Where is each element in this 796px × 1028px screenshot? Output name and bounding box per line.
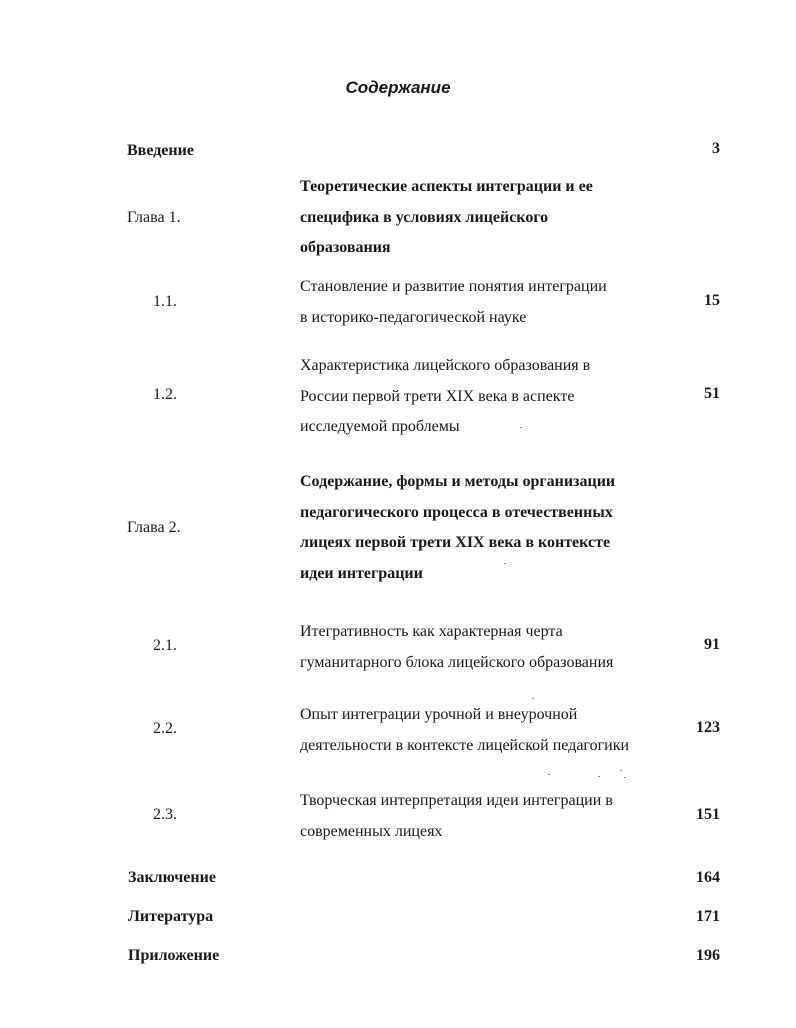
scan-speck (624, 777, 626, 778)
title-line: Творческая интерпретация идеи интеграции в (300, 792, 613, 809)
heading-line: образования (300, 239, 391, 256)
scan-speck (520, 427, 522, 428)
chapter-1-label: Глава 1. (127, 209, 181, 226)
section-2-2-title (300, 700, 680, 761)
literature-label: Литература (128, 908, 214, 925)
title-line: современных лицеях (300, 822, 443, 840)
heading-line: специфика в условиях лицейского (300, 208, 549, 226)
section-2-3-number: 2.3. (153, 806, 177, 823)
title-line: Опыт интеграции урочной и внеурочной (300, 706, 578, 723)
heading-line: идеи интеграции (300, 564, 423, 582)
heading-line: Теоретические аспекты интеграции и ее (300, 178, 593, 195)
intro-page: 3 (712, 140, 720, 157)
title-line: Характеристика лицейского образования в (300, 357, 591, 374)
section-1-2-title (300, 351, 680, 443)
section-1-2-page: 51 (704, 385, 720, 402)
literature-page: 171 (696, 908, 720, 925)
title-line: Итегративность как характерная черта (300, 623, 563, 640)
scan-speck (598, 776, 600, 777)
section-1-1-page: 15 (704, 292, 720, 309)
section-1-1-title (300, 272, 680, 333)
heading-line: педагогического процесса в отечественных (300, 503, 613, 521)
title-line: деятельности в контексте лицейской педагогики (300, 736, 630, 754)
section-1-2-number: 1.2. (153, 386, 177, 403)
section-1-1-number: 1.1. (153, 293, 177, 310)
section-2-3-title (300, 786, 680, 847)
section-2-1-page: 91 (704, 636, 720, 653)
conclusion-label: Заключение (128, 869, 216, 886)
chapter-2-label: Глава 2. (127, 519, 181, 536)
appendix-label: Приложение (128, 947, 220, 964)
scan-speck (532, 698, 534, 699)
section-2-2-page: 123 (696, 719, 720, 736)
title-line: гуманитарного блока лицейского образования (300, 653, 614, 671)
section-2-1-number: 2.1. (153, 637, 177, 654)
scan-speck (548, 774, 550, 775)
title-line: в историко-педагогической науке (300, 308, 527, 326)
section-2-2-number: 2.2. (153, 720, 177, 737)
scan-speck (504, 563, 506, 564)
title-line: исследуемой проблемы (300, 418, 460, 435)
title-line: России первой трети XIX века в аспекте (300, 387, 575, 405)
conclusion-page: 164 (696, 869, 720, 886)
page-title: Содержание (345, 78, 451, 97)
title-line: Становление и развитие понятия интеграции (300, 278, 607, 295)
heading-line: Содержание, формы и методы организации (300, 473, 616, 490)
section-2-3-page: 151 (696, 806, 720, 823)
chapter-2-heading (300, 467, 680, 589)
appendix-page: 196 (696, 947, 720, 964)
section-2-1-title (300, 617, 680, 678)
heading-line: лицеях первой трети XIX века в контексте (300, 534, 611, 551)
chapter-1-heading (300, 172, 680, 264)
intro-label: Введение (127, 142, 194, 159)
scan-speck (620, 770, 622, 771)
